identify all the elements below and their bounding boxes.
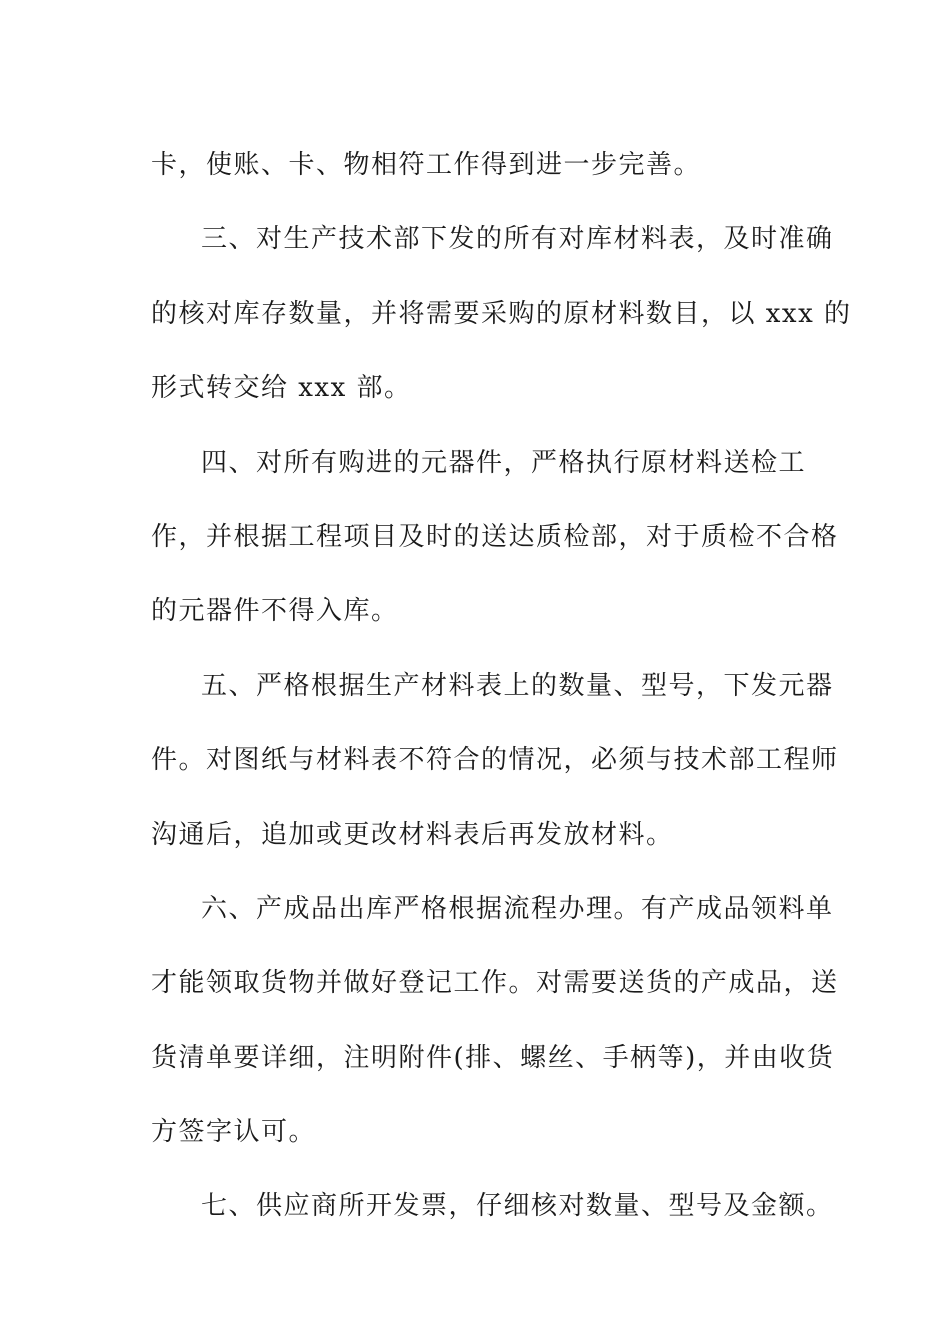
text-line: 的核对库存数量，并将需要采购的原材料数目，以 xxx 的 bbox=[151, 298, 852, 329]
text-line: 四、对所有购进的元器件，严格执行原材料送检工 bbox=[201, 447, 807, 478]
text-line: 卡，使账、卡、物相符工作得到进一步完善。 bbox=[151, 150, 702, 180]
text-line: 沟通后，追加或更改材料表后再发放材料。 bbox=[151, 819, 674, 850]
text-line: 七、供应商所开发票，仔细核对数量、型号及金额。 bbox=[201, 1191, 834, 1222]
text-line: 才能领取货物并做好登记工作。对需要送货的产成品，送 bbox=[151, 968, 839, 999]
text-line: 六、产成品出库严格根据流程办理。有产成品领料单 bbox=[201, 893, 834, 924]
text-line: 货清单要详细，注明附件(排、螺丝、手柄等)，并由收货 bbox=[151, 1042, 835, 1073]
text-line: 作，并根据工程项目及时的送达质检部，对于质检不合格 bbox=[151, 521, 839, 552]
text-line: 三、对生产技术部下发的所有对库材料表，及时准确 bbox=[201, 224, 834, 255]
text-line: 件。对图纸与材料表不符合的情况，必须与技术部工程师 bbox=[151, 745, 839, 776]
text-line: 的元器件不得入库。 bbox=[151, 596, 399, 627]
text-line: 五、严格根据生产材料表上的数量、型号，下发元器 bbox=[201, 670, 834, 701]
text-line: 方签字认可。 bbox=[151, 1117, 317, 1148]
body-text bbox=[151, 128, 852, 1244]
text-line: 形式转交给 xxx 部。 bbox=[151, 373, 412, 404]
